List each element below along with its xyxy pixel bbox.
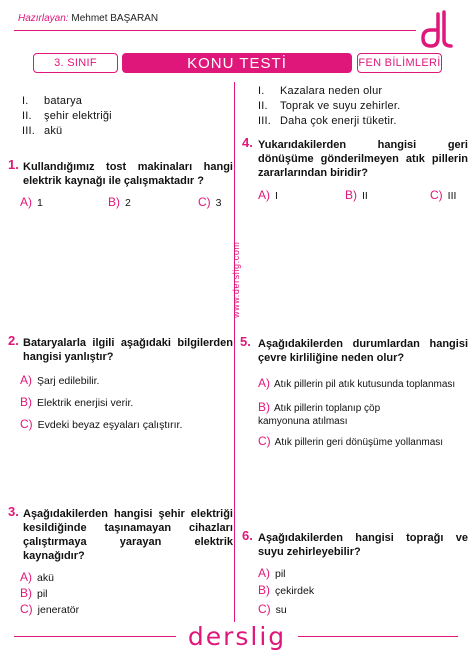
- question-number: 4.: [242, 135, 253, 150]
- option-b[interactable]: B) 2: [108, 195, 131, 209]
- option-b[interactable]: B) Atık pillerin toplanıp çöp kamyonuna atılması: [258, 400, 381, 427]
- prepared-by: [18, 13, 158, 24]
- left-list-item: III. akü: [22, 125, 63, 137]
- option-c[interactable]: C) Atık pillerin geri dönüşüme yollanması: [258, 434, 444, 448]
- option-b[interactable]: B) pil: [20, 586, 48, 600]
- right-list-item: I. Kazalara neden olur: [258, 85, 383, 97]
- option-c[interactable]: C) 3: [198, 195, 222, 209]
- option-b[interactable]: B) Elektrik enerjisi verir.: [20, 395, 134, 409]
- question-text: Aşağıdakilerden durumlardan hangisi çevre kirliliğine neden olur?: [258, 338, 468, 364]
- question-number: 5.: [240, 334, 251, 349]
- derslig-logo-icon: [418, 8, 458, 52]
- option-c[interactable]: C) su: [258, 602, 287, 616]
- question-number: 1.: [8, 157, 19, 172]
- right-list-item: III. Daha çok enerji tüketir.: [258, 115, 397, 127]
- question-text: Aşağıdakilerden hangisi şehir elektriği kesildiğinde taşınamayan cihazları çalıştırmaya yarayan elektrik kaynağıdır?: [23, 508, 233, 562]
- column-divider: [234, 82, 235, 630]
- option-c[interactable]: C) III: [430, 188, 457, 202]
- footer-line-right: [298, 636, 458, 637]
- grade-box: 3. SINIF: [33, 53, 118, 73]
- option-c[interactable]: C) jeneratör: [20, 602, 80, 616]
- left-list-item: I. batarya: [22, 95, 83, 107]
- question-text: Kullandığımız tost makinaları hangi elektrik kaynağı ile çalışmaktadır ?: [23, 161, 233, 187]
- option-a[interactable]: A) 1: [20, 195, 43, 209]
- left-list-item: II. şehir elektriği: [22, 110, 112, 122]
- question-text: Aşağıdakilerden hangisi toprağı ve suyu zehirleyebilir?: [258, 532, 468, 558]
- question-text: Yukarıdakilerden hangisi geri dönüşüme gönderilmeyen atık pillerin zararlarından biridir?: [258, 139, 468, 179]
- subject-box: FEN BİLİMLERİ: [357, 53, 442, 73]
- prepared-by-label: Hazırlayan:: [18, 13, 69, 24]
- test-title: KONU TESTİ: [122, 53, 352, 73]
- option-a[interactable]: A) Şarj edilebilir.: [20, 373, 100, 387]
- author-name: Mehmet BAŞARAN: [71, 13, 159, 24]
- option-b[interactable]: B) II: [345, 188, 368, 202]
- option-a[interactable]: A) pil: [258, 566, 286, 580]
- right-list-item: II. Toprak ve suyu zehirler.: [258, 100, 401, 112]
- option-a[interactable]: A) I: [258, 188, 278, 202]
- website-vertical-text: www.derslig.com: [231, 241, 241, 318]
- footer-brand: derslig: [176, 622, 298, 651]
- question-number: 6.: [242, 528, 253, 543]
- option-b[interactable]: B) çekirdek: [258, 583, 315, 597]
- question-text: Bataryalarla ilgili aşağıdaki bilgilerden hangisi yanlıştır?: [23, 337, 233, 363]
- option-a[interactable]: A) Atık pillerin pil atık kutusunda toplanması: [258, 376, 456, 390]
- option-c[interactable]: C) Evdeki beyaz eşyaları çalıştırır.: [20, 417, 183, 431]
- question-number: 2.: [8, 333, 19, 348]
- question-number: 3.: [8, 504, 19, 519]
- header-divider: [14, 30, 416, 31]
- option-a[interactable]: A) akü: [20, 570, 54, 584]
- footer-line-left: [14, 636, 176, 637]
